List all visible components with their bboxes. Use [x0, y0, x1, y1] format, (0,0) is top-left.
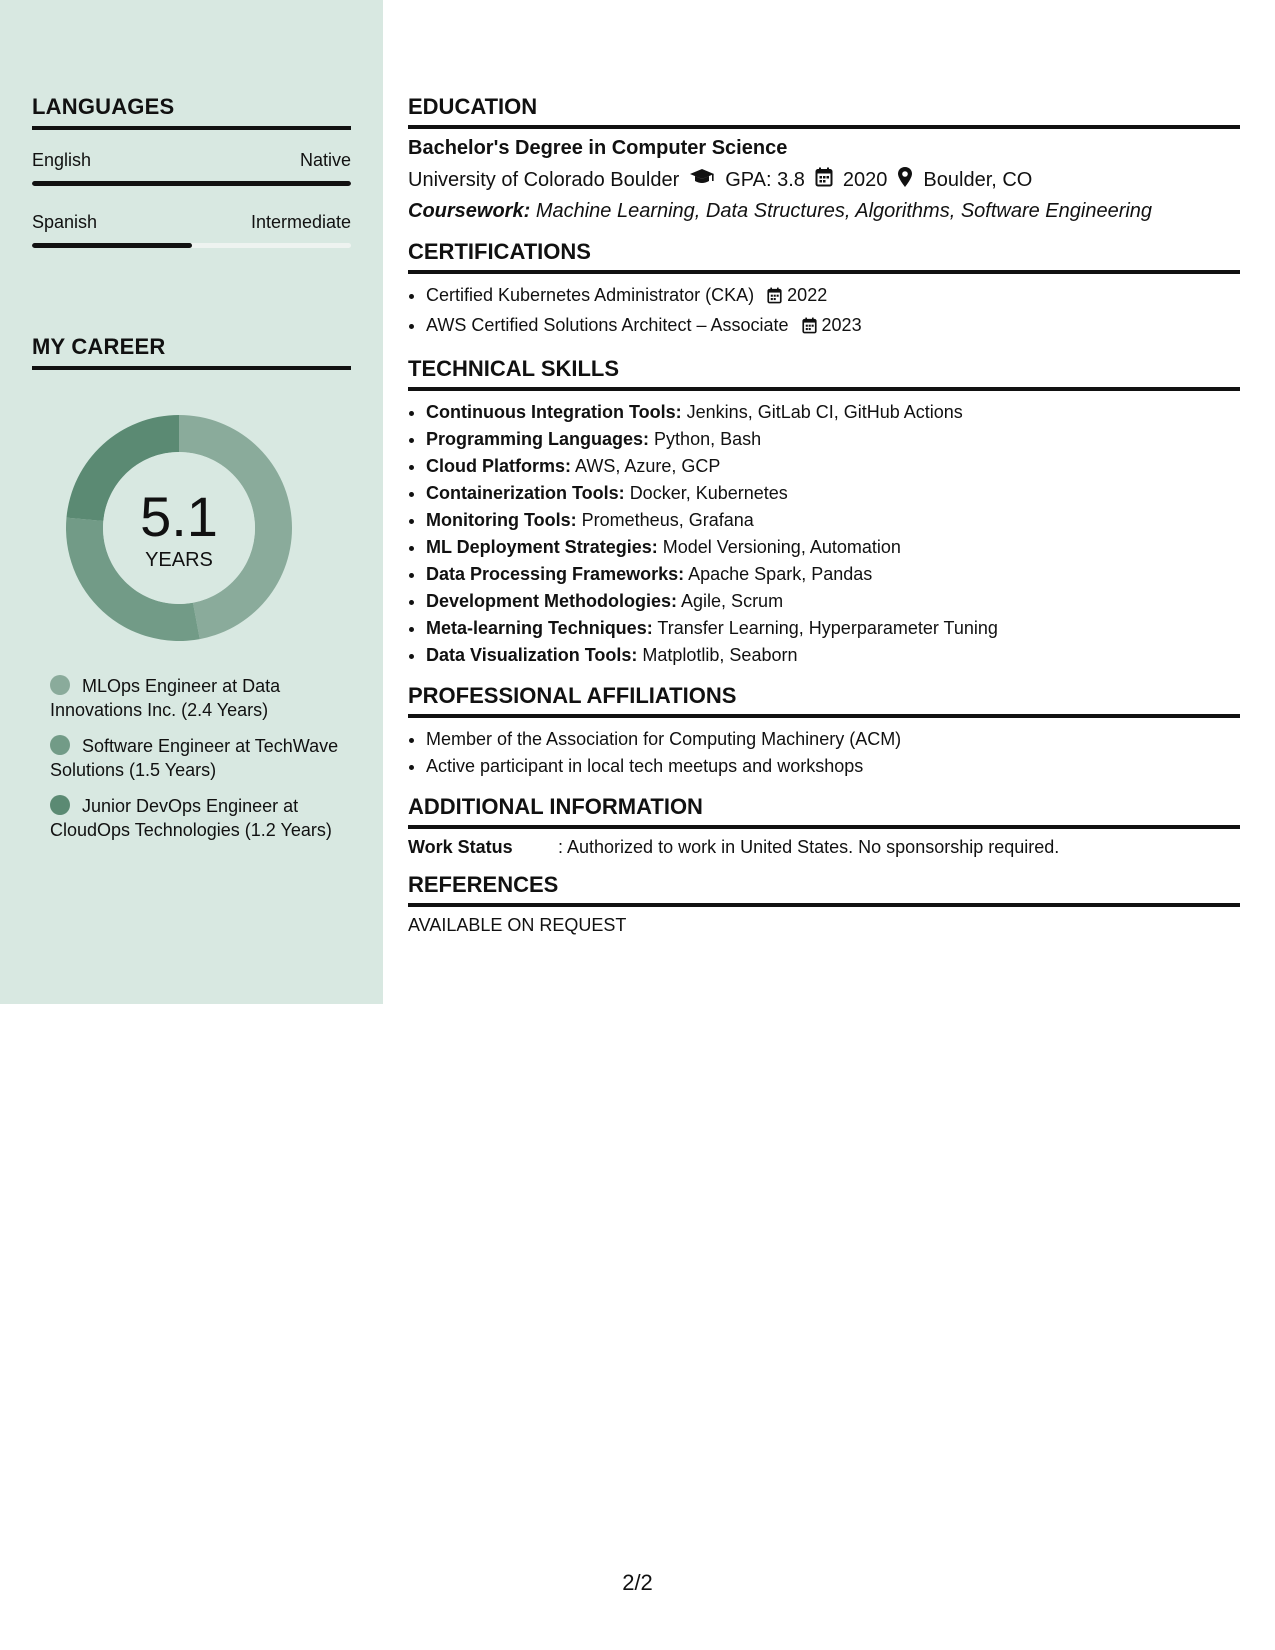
skill-value: Apache Spark, Pandas: [688, 564, 873, 584]
certification-name: AWS Certified Solutions Architect – Associate: [426, 315, 789, 335]
skill-value: Python, Bash: [654, 429, 762, 449]
skill-item: [426, 642, 1240, 669]
gpa: GPA: 3.8: [725, 168, 805, 191]
language-item: [32, 212, 351, 248]
certification-year: 2023: [821, 315, 862, 335]
career-legend-label: Junior DevOps Engineer at CloudOps Technologies (1.2 Years): [50, 796, 332, 840]
affiliation-item: • Active participant in local tech meetups and workshops: [426, 753, 1240, 780]
language-item: [32, 150, 351, 186]
skill-label: Data Visualization Tools:: [426, 645, 638, 665]
additional-info-section: [408, 794, 1240, 858]
coursework-list: Machine Learning, Data Structures, Algorithms, Software Engineering: [535, 200, 1153, 222]
references-text: AVAILABLE ON REQUEST: [408, 915, 627, 935]
language-name: English: [32, 150, 92, 170]
sidebar: [0, 0, 383, 1004]
certification-year: 2022: [787, 285, 828, 305]
skill-item: [426, 615, 1240, 642]
education-section: [408, 94, 1240, 223]
page-number: 2/2: [622, 1570, 653, 1595]
career-legend: [50, 674, 340, 854]
additional-info-title: ADDITIONAL INFORMATION: [408, 794, 1240, 829]
skill-item: [426, 507, 1240, 534]
coursework: [408, 200, 1240, 223]
certifications-title: CERTIFICATIONS: [408, 239, 1240, 274]
languages-title: LANGUAGES: [32, 94, 351, 130]
languages-section: [32, 94, 351, 248]
affiliation-item: • Member of the Association for Computing Machinery (ACM): [426, 726, 1240, 753]
language-level: Native: [299, 150, 351, 170]
skill-label: Monitoring Tools:: [426, 510, 577, 530]
language-proficiency-fill: [32, 243, 192, 248]
skill-value: Model Versioning, Automation: [662, 537, 901, 557]
affiliations-section: [408, 683, 1240, 780]
degree: Bachelor's Degree in Computer Science: [408, 137, 788, 159]
career-legend-item: [50, 734, 340, 782]
calendar-icon: [802, 315, 817, 342]
skill-value: Matplotlib, Seaborn: [642, 645, 798, 665]
career-legend-label: MLOps Engineer at Data Innovations Inc. (2.4 Years): [50, 676, 281, 720]
legend-dot: [50, 795, 70, 815]
map-pin-icon: [897, 166, 913, 194]
career-years-unit: YEARS: [145, 548, 213, 571]
skill-item: [426, 480, 1240, 507]
language-name: Spanish: [32, 212, 98, 232]
skill-label: Continuous Integration Tools:: [426, 402, 682, 422]
legend-dot: [50, 675, 70, 695]
skill-item: [426, 561, 1240, 588]
school-location: Boulder, CO: [923, 168, 1033, 191]
career-donut-chart: [66, 415, 292, 641]
skill-value: Jenkins, GitLab CI, GitHub Actions: [686, 402, 963, 422]
calendar-icon: [767, 285, 782, 312]
skills-section: [408, 356, 1240, 669]
skills-list: [408, 399, 1240, 669]
career-title: MY CAREER: [32, 334, 351, 370]
career-legend-item: [50, 794, 340, 842]
skill-value: Agile, Scrum: [681, 591, 784, 611]
certification-item: [426, 282, 1240, 312]
career-section: [32, 334, 351, 370]
skill-value: Docker, Kubernetes: [629, 483, 788, 503]
career-legend-label: Software Engineer at TechWave Solutions (1.5 Years): [50, 736, 339, 780]
language-proficiency-fill: [32, 181, 351, 186]
skill-value: Prometheus, Grafana: [581, 510, 754, 530]
career-total-years: 5.1: [140, 484, 218, 548]
main-content: [408, 94, 1240, 950]
work-status-row: [408, 837, 1240, 858]
graduation-year: 2020: [842, 168, 888, 191]
skill-label: Programming Languages:: [426, 429, 650, 449]
skill-value: Transfer Learning, Hyperparameter Tuning: [657, 618, 998, 638]
skill-label: Development Methodologies:: [426, 591, 678, 611]
skill-item: [426, 534, 1240, 561]
education-title: EDUCATION: [408, 94, 1240, 129]
certification-name: Certified Kubernetes Administrator (CKA): [426, 285, 755, 305]
skill-label: ML Deployment Strategies:: [426, 537, 658, 557]
language-level: Intermediate: [250, 212, 351, 232]
skill-item: [426, 399, 1240, 426]
language-proficiency-bar: [32, 243, 351, 248]
legend-dot: [50, 735, 70, 755]
skill-label: Cloud Platforms:: [426, 456, 572, 476]
references-title: REFERENCES: [408, 872, 1240, 907]
references-section: [408, 872, 1240, 936]
skill-label: Data Processing Frameworks:: [426, 564, 685, 584]
work-status-label: Work Status: [408, 837, 513, 857]
work-status-value: : Authorized to work in United States. No sponsorship required.: [558, 837, 1060, 857]
calendar-icon: [815, 167, 833, 193]
affiliations-title: PROFESSIONAL AFFILIATIONS: [408, 683, 1240, 718]
school-name: University of Colorado Boulder: [408, 168, 680, 191]
skill-item: [426, 453, 1240, 480]
skill-label: Containerization Tools:: [426, 483, 625, 503]
career-legend-item: [50, 674, 340, 722]
language-proficiency-bar: [32, 181, 351, 186]
skill-item: [426, 426, 1240, 453]
graduation-cap-icon: [689, 168, 715, 192]
skill-value: AWS, Azure, GCP: [575, 456, 721, 476]
skill-label: Meta-learning Techniques:: [426, 618, 653, 638]
certifications-section: [408, 239, 1240, 342]
certification-item: [426, 312, 1240, 342]
skills-title: TECHNICAL SKILLS: [408, 356, 1240, 391]
skill-item: [426, 588, 1240, 615]
coursework-label: Coursework:: [408, 200, 531, 222]
